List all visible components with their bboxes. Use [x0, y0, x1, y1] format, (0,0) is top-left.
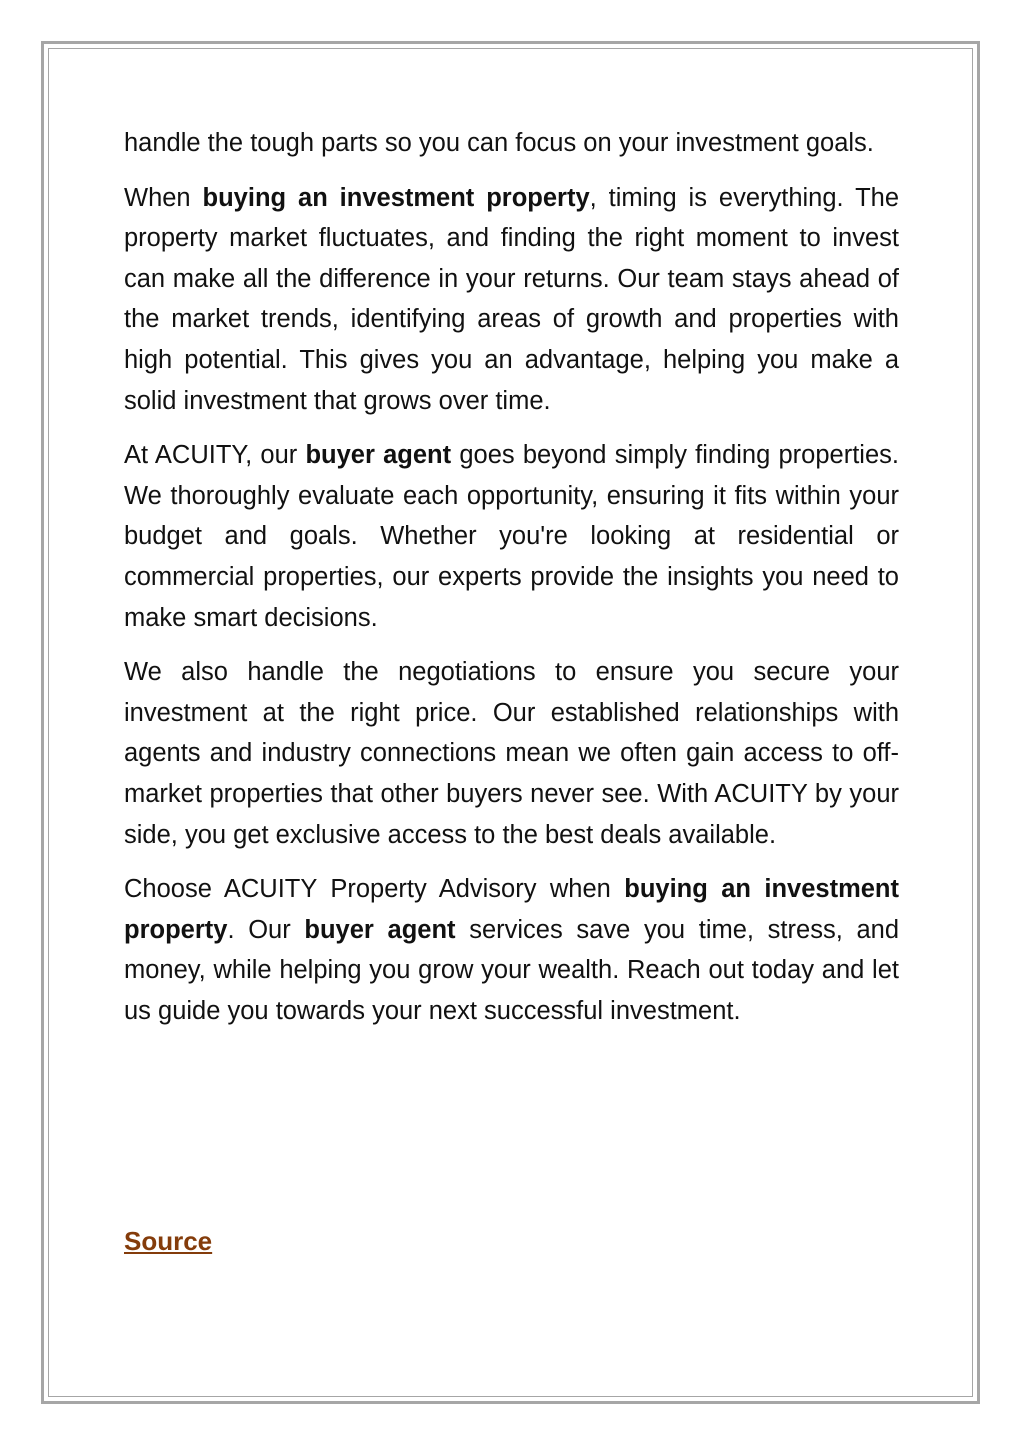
paragraph-3-text-1: At ACUITY, our [124, 441, 306, 470]
paragraph-5-text-1: Choose ACUITY Property Advisory when [124, 875, 625, 904]
paragraph-4-text: We also handle the negotiations to ensure you secure your investment at the right price. Our established relationships with agents and industry connections mean we often gain access to off-market properties that other buyers never see. With ACUITY by your side, you get exclusive access to the best deals available. [124, 658, 899, 849]
paragraph-1-text: handle the tough parts so you can focus on your investment goals. [124, 129, 874, 157]
paragraph-2-text-1: When [124, 183, 203, 212]
paragraph-5 [124, 869, 899, 1031]
paragraph-4 [124, 652, 899, 855]
paragraph-1 [124, 123, 899, 164]
keyword-buying-investment-property: buying an investment property [202, 183, 590, 212]
paragraph-3 [124, 435, 899, 638]
paragraph-3-text-2: goes beyond simply finding properties. We thoroughly evaluate each opportunity, ensuring it fits within your budget and goals. Whether you're looking at residential or commercial properties, our experts provide the insights you need to make smart decisions. [124, 441, 899, 632]
paragraph-2-text-2: , timing is everything. The property market fluctuates, and finding the right moment to invest can make all the difference in your returns. Our team stays ahead of the market trends, identifying areas of growth and properties with high potential. This gives you an advantage, helping you make a solid investment that grows over time. [124, 183, 900, 415]
keyword-buying-investment-property: buying an investment property [124, 875, 900, 944]
keyword-buyer-agent: buyer agent [305, 441, 452, 470]
paragraph-5-text-2: . Our [227, 915, 305, 944]
source-link[interactable]: Source [124, 1226, 213, 1256]
keyword-buyer-agent: buyer agent [304, 915, 456, 944]
paragraph-5-text-3: services save you time, stress, and money, while helping you grow your wealth. Reach out today and let us guide you towards your next successful investment. [124, 915, 899, 1025]
paragraph-2 [124, 178, 899, 422]
document-body [124, 123, 899, 1045]
